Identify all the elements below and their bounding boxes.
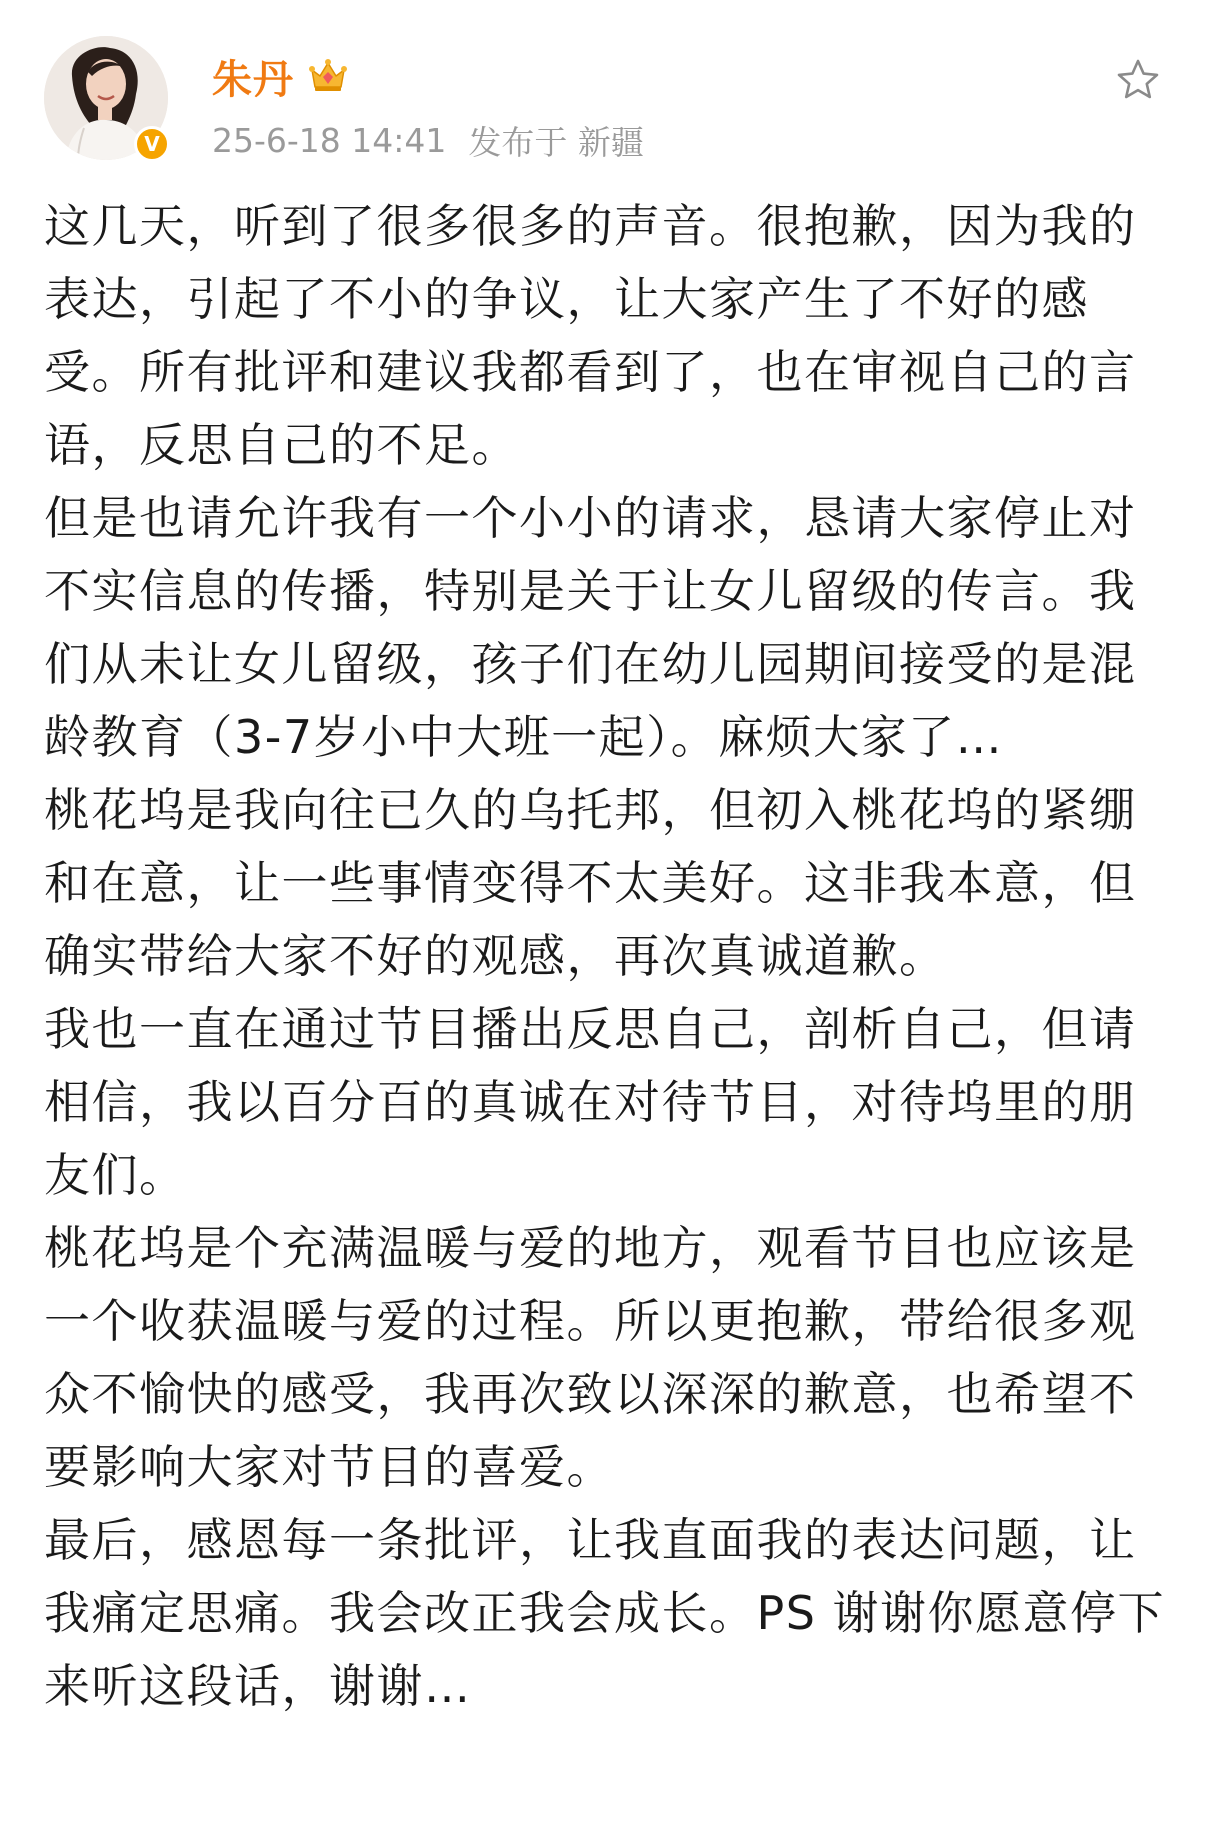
verified-v-icon: V bbox=[134, 126, 170, 162]
post-paragraph: 我也一直在通过节目播出反思自己，剖析自己，但请相信，我以百分百的真诚在对待节目，对待坞里的朋友们。 bbox=[44, 1002, 1137, 1202]
post-meta bbox=[212, 118, 644, 162]
avatar-container[interactable] bbox=[44, 36, 168, 160]
crown-badge-icon[interactable] bbox=[306, 54, 350, 98]
author-name[interactable]: 朱丹 bbox=[212, 56, 294, 103]
author-row bbox=[212, 48, 350, 104]
post-timestamp: 25-6-18 14:41 bbox=[212, 120, 447, 160]
post-paragraph: 最后，感恩每一条批评，让我直面我的表达问题，让我痛定思痛。我会改正我会成长。PS 谢谢你愿意停下来听这段话，谢谢… bbox=[44, 1513, 1166, 1713]
favorite-button[interactable] bbox=[1110, 52, 1166, 108]
post-body bbox=[44, 190, 1174, 1723]
post-paragraph: 桃花坞是个充满温暖与爱的地方，观看节目也应该是一个收获温暖与爱的过程。所以更抱歉，带给很多观众不愉快的感受，我再次致以深深的歉意，也希望不要影响大家对节目的喜爱。 bbox=[44, 1221, 1137, 1494]
post-paragraph: 这几天，听到了很多很多的声音。很抱歉，因为我的表达，引起了不小的争议，让大家产生了不好的感受。所有批评和建议我都看到了，也在审视自己的言语，反思自己的不足。 bbox=[44, 199, 1137, 472]
post-location: 发布于 新疆 bbox=[468, 122, 644, 162]
post-header bbox=[0, 0, 1206, 175]
post-paragraph: 桃花坞是我向往已久的乌托邦，但初入桃花坞的紧绷和在意，让一些事情变得不太美好。这非我本意，但确实带给大家不好的观感，再次真诚道歉。 bbox=[44, 783, 1137, 983]
post-paragraph: 但是也请允许我有一个小小的请求，恳请大家停止对不实信息的传播，特别是关于让女儿留级的传言。我们从未让女儿留级，孩子们在幼儿园期间接受的是混龄教育（3-7岁小中大班一起）。麻烦大家了… bbox=[44, 491, 1137, 764]
star-outline-icon bbox=[1115, 57, 1161, 103]
